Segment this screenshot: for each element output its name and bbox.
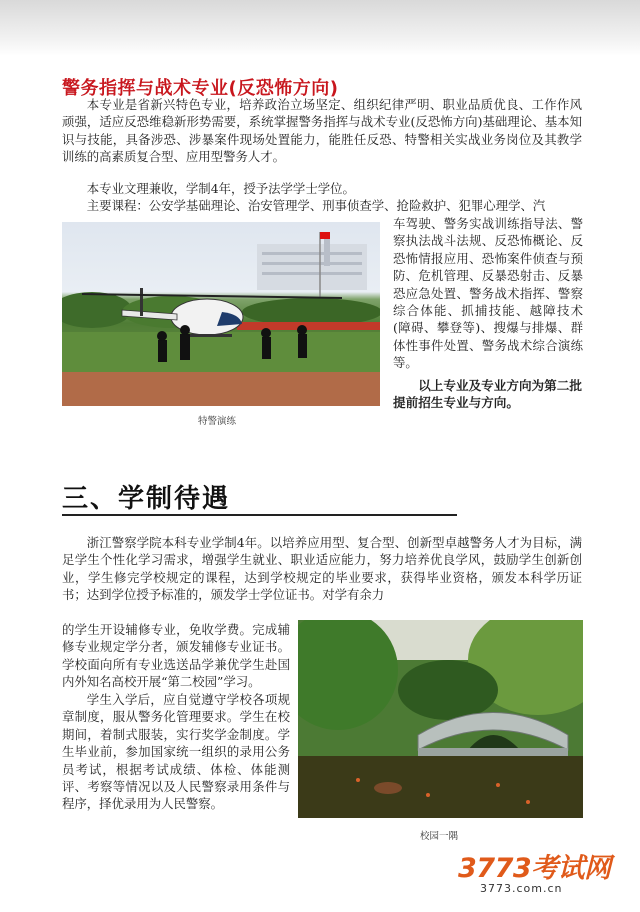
swat-drill-photo [62, 222, 380, 406]
treatment-paragraph: 学生入学后，应自觉遵守学校各项规章制度，服从警务化管理要求。学生在校期间，着制式服装，实行奖学金制度。学生毕业前，参加国家统一组织的录用公务员考试，根据考试成绩、体检、体能测评、考察等情况以及人民警察录用条件与程序，择优录用为人民警察。 [62, 692, 290, 812]
intro-paragraph: 本专业是省新兴特色专业，培养政治立场坚定、组织纪律严明、职业品质优良、工作作风顽强，适应反恐维稳新形势需要，系统掌握警务指挥与战术专业(反恐怖方向)基础理论、基本知识与技能，具备涉恐、涉暴案件现场处置能力，能胜任反恐、特警相关实战业务岗位及其教学训练的高素质复合型、应用型警务人才。 [62, 97, 582, 165]
site-watermark-logo: 3773考试网 [458, 853, 611, 884]
swat-drill-illustration [62, 222, 380, 406]
site-watermark-url: 3773.com.cn [480, 882, 563, 895]
courses-paragraph-continued: 车驾驶、警务实战训练指导法、警察执法战斗法规、反恐怖概论、反恐怖情报应用、恐怖案件侦查与预防、危机管理、反暴恐射击、反暴恐应急处置、警务战术指挥、警察综合体能、抓捕技能、越障技术(障碍、攀登等)、搜爆与排爆、群体性事件处置、警务战术综合演练等。 [393, 216, 583, 371]
campus-corner-photo [298, 620, 583, 818]
section-heading-schooling: 三、学制待遇 [62, 484, 231, 514]
courses-paragraph-line1: 主要课程：公安学基础理论、治安管理学、刑事侦查学、抢险救护、犯罪心理学、汽 [86, 198, 546, 213]
campus-corner-illustration [298, 620, 583, 818]
admission-note: 以上专业及专业方向为第二批提前招生专业与方向。 [393, 378, 582, 411]
heading-divider [62, 514, 457, 516]
section-title: 警务指挥与战术专业(反恐怖方向) [62, 78, 339, 99]
schooling-paragraph: 浙江警察学院本科专业学制4年。以培养应用型、复合型、创新型卓越警务人才为目标，满足学生个性化学习需求，增强学生就业、职业适应能力，努力培养优良学风，鼓励学生创新创业，学生修完学校规定的课程，达到学校规定的毕业要求，获得毕业资格，颁发本科学历证书；达到学位授予标准的，颁发学士学位证书。对学有余力 [62, 535, 582, 603]
swat-photo-caption: 特警演练 [198, 416, 237, 427]
top-gradient-band [0, 0, 640, 56]
degree-paragraph: 本专业文理兼收，学制4年，授予法学学士学位。 [86, 181, 355, 196]
campus-photo-caption: 校园一隅 [420, 831, 459, 842]
schooling-paragraph-continued: 的学生开设辅修专业，免收学费。完成辅修专业规定学分者，颁发辅修专业证书。学校面向所有专业选送品学兼优学生赴国内外知名高校开展“第二校园”学习。 [62, 622, 290, 690]
